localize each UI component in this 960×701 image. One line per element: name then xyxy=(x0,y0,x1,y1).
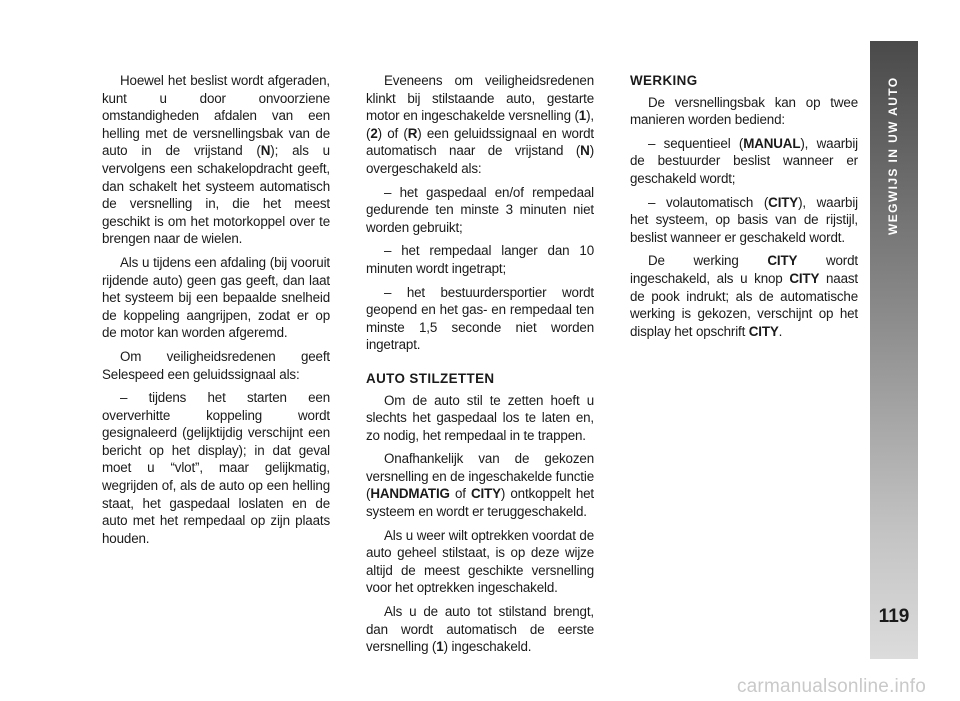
text-column-left xyxy=(102,72,330,553)
watermark: carmanualsonline.info xyxy=(736,676,926,697)
paragraph: Om veiligheidsredenen geeft Selespeed een geluidssignaal als: xyxy=(102,348,330,382)
paragraph: – het gaspedaal en/of rempedaal gedurende ten minste 3 minuten niet worden gebruikt; xyxy=(366,184,594,235)
paragraph: – het bestuurdersportier wordt geopend en het gas- en rempedaal ten minste 1,5 seconde niet worden ingetrapt. xyxy=(366,284,594,353)
paragraph: De werking CITY wordt ingeschakeld, als u knop CITY naast de pook indrukt; als de automatische werking is gekozen, verschijnt op het display het opschrift CITY. xyxy=(630,253,859,339)
page-number: 119 xyxy=(878,606,910,627)
paragraph: Onafhankelijk van de gekozen versnelling en de ingeschakelde functie (HANDMATIG of CITY) ontkoppelt het systeem en wordt er teruggeschakeld. xyxy=(366,451,594,520)
paragraph: Als u weer wilt optrekken voordat de auto geheel stilstaat, is op deze wijze altijd de meest geschikte versnelling voor het optrekken ingeschakeld. xyxy=(366,527,594,596)
section-title: WEGWIJS IN UW AUTO xyxy=(886,76,900,235)
paragraph: Om de auto stil te zetten hoeft u slechts het gaspedaal los te laten en, zo nodig, het rempedaal in te trappen. xyxy=(366,392,594,443)
paragraph: Hoewel het beslist wordt afgeraden, kunt u door onvoorziene omstandigheden afdalen van een helling met de versnellingsbak van de auto in de vrijstand (N); als u vervolgens een schakelopdracht geeft, dan schakelt het systeem automatisch de versnelling in, die het meest geschikt is om het motorkoppel over te brengen naar de wielen. xyxy=(102,73,330,247)
paragraph: Als u de auto tot stilstand brengt, dan wordt automatisch de eerste versnelling (1) ingeschakeld. xyxy=(366,604,594,655)
paragraph: De versnellingsbak kan op twee manieren worden bediend: xyxy=(630,94,858,128)
paragraph: – tijdens het starten een oververhitte koppeling wordt gesignaleerd (gelijktijdig verschijnt een bericht op het display); in dat geval moet u “vlot”, maar gelijkmatig, wegrijden of, als de auto op een helling staat, het gaspedaal loslaten en de auto met het rempedaal op zijn plaats houden. xyxy=(102,390,330,546)
section-heading-auto-stilzetten: AUTO STILZETTEN xyxy=(366,370,495,386)
paragraph: – sequentieel (MANUAL), waarbij de bestuurder beslist wanneer er geschakeld wordt; xyxy=(630,135,858,186)
paragraph: Eveneens om veiligheidsredenen klinkt bij stilstaande auto, gestarte motor en ingeschakelde versnelling (1), (2) of (R) een geluidssignaal en wordt automatisch naar de vrijstand (N) overgeschakeld als: xyxy=(366,73,594,176)
paragraph: – het rempedaal langer dan 10 minuten wordt ingetrapt; xyxy=(366,243,594,276)
section-heading-werking: WERKING xyxy=(630,73,698,88)
paragraph: – volautomatisch (CITY), waarbij het systeem, op basis van de rijstijl, beslist wanneer er geschakeld wordt. xyxy=(630,194,858,245)
text-column-middle xyxy=(366,72,594,662)
text-column-right xyxy=(630,72,858,346)
paragraph: Als u tijdens een afdaling (bij vooruit rijdende auto) geen gas geeft, dan laat het systeem bij een bepaalde snelheid de koppeling aangrijpen, zodat er op de motor kan worden afgeremd. xyxy=(102,254,330,341)
